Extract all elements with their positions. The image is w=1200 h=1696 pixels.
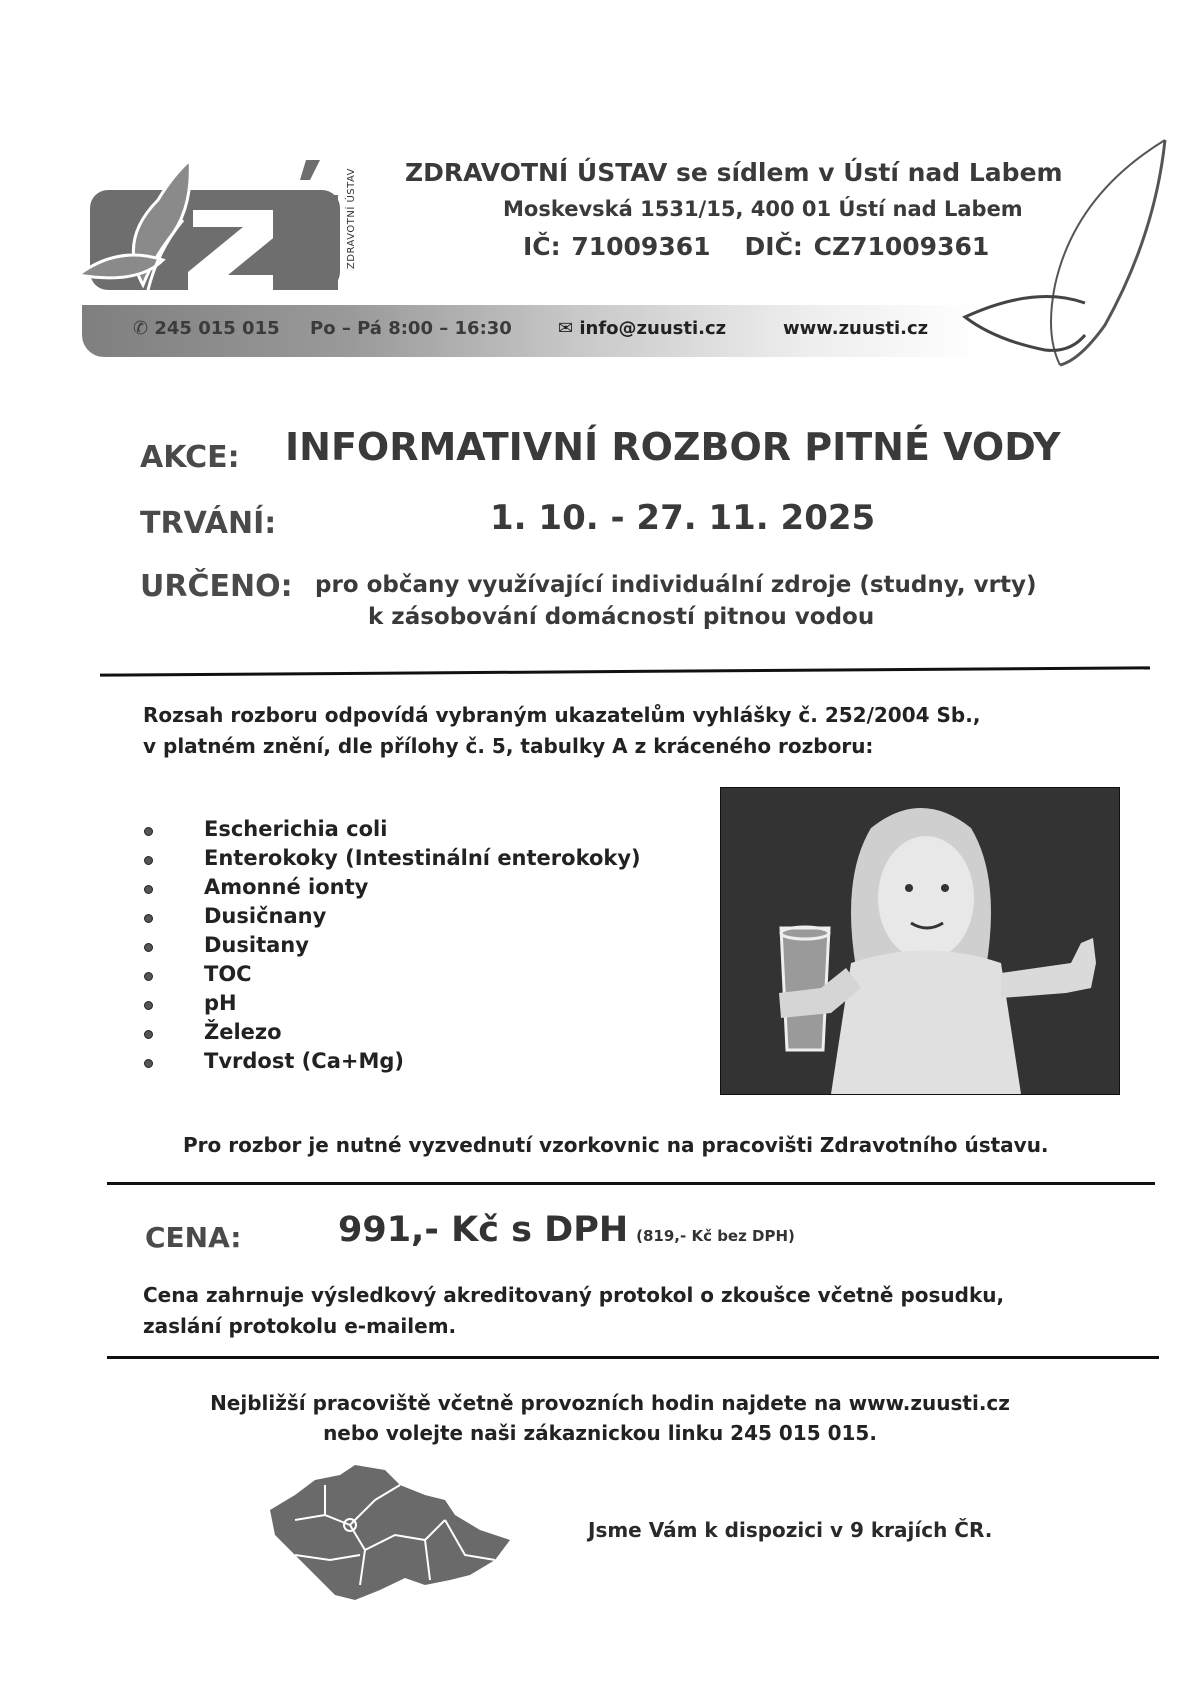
czech-regions-map-icon	[255, 1460, 510, 1605]
analysis-scope: Rozsah rozboru odpovídá vybraným ukazatelům vyhlášky č. 252/2004 Sb., v platném znění, dle přílohy č. 5, tabulky A z kráceného rozboru:	[143, 703, 981, 758]
regions-availability: Jsme Vám k dispozici v 9 krajích ČR.	[588, 1518, 993, 1542]
institution-ids	[523, 232, 989, 261]
logo-vertical-text: ZDRAVOTNÍ ÚSTAV	[346, 168, 357, 270]
list-item: Tvrdost (Ca+Mg)	[140, 1047, 641, 1076]
pickup-note: Pro rozbor je nutné vyzvednutí vzorkovnic na pracovišti Zdravotního ústavu.	[183, 1133, 1049, 1157]
parameter-list	[140, 815, 641, 1076]
dic-number: DIČ: CZ71009361	[744, 232, 990, 261]
zu-logo	[78, 150, 378, 300]
list-item: TOC	[140, 960, 641, 989]
list-item: Enterokoky (Intestinální enterokoky)	[140, 844, 641, 873]
action-label: AKCE:	[140, 440, 240, 475]
phone-icon: ✆	[133, 318, 155, 339]
list-item: Amonné ionty	[140, 873, 641, 902]
list-item: Escherichia coli	[140, 815, 641, 844]
institution-address: Moskevská 1531/15, 400 01 Ústí nad Labem	[503, 197, 1023, 221]
nearest-office-note: Nejbližší pracoviště včetně provozních hodin najdete na www.zuusti.cz nebo volejte naši zákaznickou linku 245 015 015.	[210, 1391, 1010, 1445]
intended-line-2: k zásobování domácností pitnou vodou	[368, 604, 875, 630]
contact-email[interactable]: ✉ info@zuusti.cz	[558, 318, 727, 339]
price-without-vat: (819,- Kč bez DPH)	[636, 1227, 795, 1245]
leaf-decoration-icon	[955, 135, 1170, 375]
duration-value: 1. 10. - 27. 11. 2025	[490, 498, 876, 538]
contact-hours: Po – Pá 8:00 – 16:30	[310, 318, 512, 339]
price-note: Cena zahrnuje výsledkový akreditovaný protokol o zkoušce včetně posudku, zaslání protokolu e-mailem.	[143, 1283, 1005, 1338]
contact-website[interactable]: www.zuusti.cz	[783, 318, 929, 339]
list-item: Dusitany	[140, 931, 641, 960]
girl-with-water-photo	[720, 787, 1120, 1095]
list-item: Dusičnany	[140, 902, 641, 931]
intended-line-1: pro občany využívající individuální zdroje (studny, vrty)	[315, 572, 1037, 598]
photo-illustration	[721, 788, 1119, 1094]
envelope-icon: ✉	[558, 318, 580, 339]
contact-phone: ✆ 245 015 015	[133, 318, 280, 339]
divider	[107, 1356, 1159, 1359]
list-item: pH	[140, 989, 641, 1018]
duration-label: TRVÁNÍ:	[140, 506, 277, 541]
institution-title: ZDRAVOTNÍ ÚSTAV se sídlem v Ústí nad Labem	[405, 158, 1063, 187]
divider	[107, 1182, 1155, 1185]
ic-number: IČ: 71009361	[523, 232, 711, 261]
divider	[100, 666, 1150, 676]
price-label: CENA:	[145, 1221, 242, 1254]
list-item: Železo	[140, 1018, 641, 1047]
price-value: 991,- Kč s DPH (819,- Kč bez DPH)	[338, 1210, 795, 1250]
intended-label: URČENO:	[140, 569, 293, 604]
action-title: INFORMATIVNÍ ROZBOR PITNÉ VODY	[285, 425, 1061, 469]
